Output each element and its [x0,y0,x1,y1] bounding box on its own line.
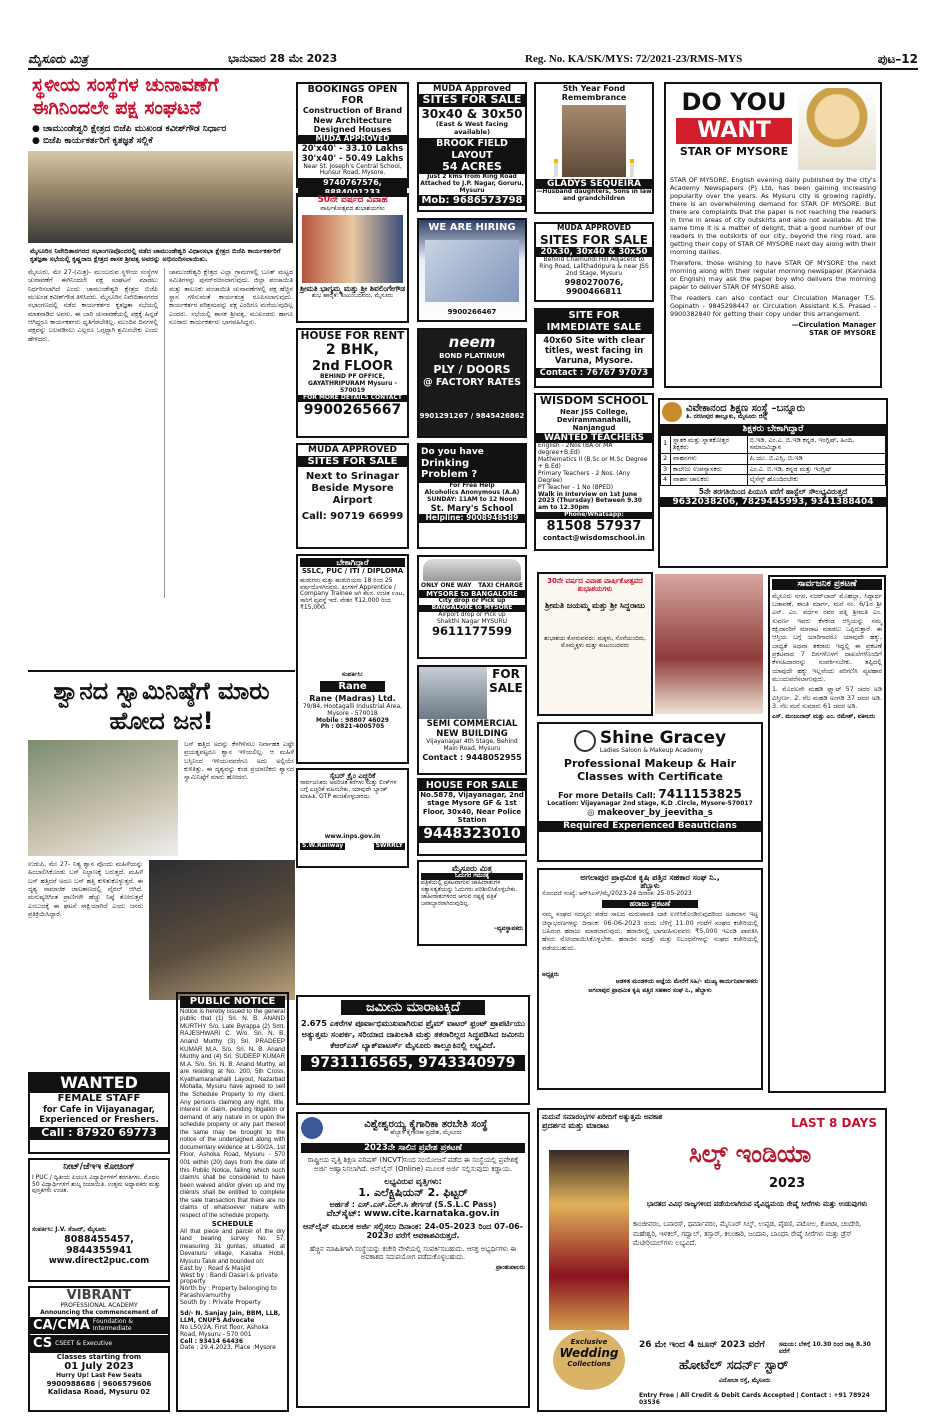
vibrant-c1b: Foundation & Intermediate [92,1317,133,1332]
vivekananda-cell: ಎಂ.ಎ. ಬಿ.ಇಡಿ, ಕನ್ನಡ ಮತ್ತು ಇಂಗ್ಲಿಷ್ [747,464,885,475]
bookings-size1: 20'x40' - 33.10 Lakhs [301,143,404,154]
vivekananda-phone: 9632038206, 7829445993, 9341388404 [660,497,886,508]
public-en-north: North by : Property belonging to Parashivamurthy [180,1285,277,1300]
vibrant-c1: CA/CMA [33,1318,90,1334]
aa-name: Alcoholics Anonymous (A.A) [424,489,520,497]
wedding50-names: ಶ್ರೀಮತಿ ಭಾಗ್ಯಮ್ಮ ಮತ್ತು ಶ್ರೀ ಶಿವಲಿಂಗೇಗೌಡ [299,283,406,293]
iti-qual: ಅರ್ಹತೆ : ಎಸ್.ಎಸ್.ಎಲ್.ಸಿ ತೇರ್ಗಡೆ (S.S.L.C Pass) [329,1199,497,1209]
railway-web[interactable]: www.inps.gov.in [324,833,381,841]
shine-contact: For more Details Call: [558,790,656,800]
vivekananda-note: 5ನೇ ತರಗತಿಯಿಂದ ಪಿಯುಸಿ ವರೆಗೆ ಹಾಸ್ಟೆಲ್ ಸೌಲಭ್ಯವಿರುತ್ತದೆ [698,486,848,496]
muda-sites-layout: BROOK FIELD LAYOUT [419,138,525,160]
vibrant-sub: PROFESSIONAL ACADEMY [60,1302,138,1310]
aa-ad [417,443,527,549]
iti-trades-label: ಲಭ್ಯವಿರುವ ವೃತ್ತಿಗಳು: [384,1177,442,1187]
shine-phone: 7411153825 [658,786,742,801]
wanted-title: WANTED [30,1074,168,1093]
vivekananda-cell: ಲೈಸೆನ್ಸ್ ಹೊಂದಿರಬೇಕು [747,475,885,486]
land-phone: 9731116565, 9743340979 [301,1055,525,1072]
semi-photo [419,667,487,719]
railway-name: S.W.Railway [302,842,344,850]
vibrant-ad [28,1286,170,1412]
silk-collections: Collections [567,1360,611,1369]
aa-place: St. Mary's School [430,503,514,514]
wanted-l1: FEMALE STAFF [57,1092,141,1104]
shine-logo [574,730,596,752]
muda-sites-title: SITES FOR SALE [419,94,525,107]
iti-ad [296,1112,530,1408]
silk-venue: ಹೋಟೆಲ್ ಸದರ್ನ್ ಸ್ಟಾರ್ [679,1358,789,1373]
bullet-2-text: ಬಿಜೆಪಿ ಕಾರ್ಯಕರ್ತರಿಗೆ ಕೃತಜ್ಞತೆ ಸಲ್ಲಿಕೆ [43,136,153,147]
railway-title: ಸೈಬರ್ ಕ್ರೈಂ ಎಚ್ಚರಿಕೆ [329,772,376,780]
public-en-title: PUBLIC NOTICE [180,996,285,1008]
silk-exclusive: Exclusive [570,1338,608,1346]
sangha-body: ನಮ್ಮ ಸಂಘದ ಸದಸ್ಯರು ಪಡೆದ ಸಾಲದ ಮರುಪಾವತಿ ಬಾಕಿ ಉಳಿಸಿಕೊಂಡಿರುವುದರಿಂದ ಅಡಮಾನ ಇಟ್ಟ ಚಿನ್ನಾಭರಣಗಳನ್ನು ದಿನಾಂಕ: 06-06-2023 ರಂದು ಬೆಳಿಗ್ಗೆ 11.00 ಗಂಟೆಗೆ ಸಂಘದ ಕಚೇರಿಯಲ್ಲಿ ಬಹಿರಂಗ ಹರಾಜು ಮಾಡಲಾಗುವುದು. ಹರಾಜಿನಲ್ಲಿ ಭಾಗವಹಿಸುವವರು ₹5,000 ಇಎಂಡಿ ಪಾವತಿಸಿ ಹೆಸರು ನೋಂದಾಯಿಸಿಕೊಳ್ಳಬೇಕು. ಹರಾಜಿನ ಷರತ್ತು ಮತ್ತು ನಿಬಂಧನೆಗಳನ್ನು ಸಂಘದ ಕಚೇರಿಯಲ್ಲಿ ಪಡೆಯಬಹುದು. [542,910,758,952]
public-en-east: East by : Road & Masjid [180,1264,251,1272]
muda-sites-facing: (East & West facing available) [435,120,509,136]
railway-tag: SWRRLY [375,842,403,850]
public-kn-body: ಮೈಸೂರು ನಗರ, ನಜರ್‌ಬಾದ್ ಮೊಹಲ್ಲಾ, ಸಿದ್ದಾರ್ಥ ಬಡಾವಣೆ, ಶಾಂತಿ ಮಾರ್ಗ, ಮನೆ ನಂ. 6/1ರ ಶ್ರೀ ಎನ್. ಎಂ. ವರ್ಧನ ರವರ ಪತ್ನಿ ಶ್ರೀಮತಿ ಎಂ. ಸುವರ್ಣ ಇವರು ಕೆಳಕಂಡ ಆಸ್ತಿಯನ್ನು ನಮ್ಮ ಕಕ್ಷಿದಾರರಿಗೆ ಮಾರಾಟ ಮಾಡಲು ಒಪ್ಪಿರುತ್ತಾರೆ. ಈ ಆಸ್ತಿಯ ಬಗ್ಗೆ ಯಾರಿಗಾದರೂ ಯಾವುದೇ ಹಕ್ಕು, ಬಾಧ್ಯತೆ ಅಥವಾ ತಕರಾರು ಇದ್ದಲ್ಲಿ ಈ ಪ್ರಕಟಣೆ ಪ್ರಕಟವಾದ 7 ದಿನಗಳೊಳಗೆ ದಾಖಲೆಗಳೊಂದಿಗೆ ಕೆಳಸಹಿದಾರರನ್ನು ಸಂಪರ್ಕಿಸಬೇಕು. ತಪ್ಪಿದಲ್ಲಿ ಯಾವುದೇ ಹಕ್ಕು ಇಲ್ಲವೆಂದು ಪರಿಗಣಿಸಿ ವ್ಯವಹಾರ ಮುಂದುವರೆಸಲಾಗುವುದು. [772,591,882,683]
vivekananda-row [661,453,886,464]
bookings-size2: 30'x40' - 50.49 Lakhs [301,153,404,164]
vibrant-start: Classes starting from [56,1352,142,1361]
shine-course: Professional Makeup & Hair Classes with Certificate [563,756,737,783]
silk-badge [553,1330,625,1390]
land-body: 2.675 ಎಕರೆಗಳ ಪೂರ್ವಾಭಿಮುಖವಾಗಿರುವ ಪ್ರೈಮ್ ವಾಟರ್ ಫ್ರಂಟ್ ಪ್ರಾಪರ್ಟಿಯು ಅತ್ಯುತ್ತಮ ಸಂಪರ್ಕ, ಸರಿಯಾದ ದಾಖಲಾತಿ ಮತ್ತು ತಕರಾರಿಲ್ಲದ ಸಿದ್ಧಪಡಿಸಿದ ಜಮೀನು ಕೆಆರ್‌ಎಸ್ ಬ್ಯಾಕ್‌ವಾಟರ್ಸ್ ಮೈಸೂರು ತಾಲ್ಲೂಕಿನಲ್ಲಿ ಲಭ್ಯವಿದೆ. [301,1018,525,1051]
house-sale-info: No.5878, Vijayanagar, 2nd stage Mysore GF & 1st Floor, 30x40, Near Police Station [420,791,524,824]
vivekananda-logo [662,402,682,422]
public-en-adv: Sd/- N. Sanjay Jain, BBM, LLB, LLM, CNUFS Advocate [180,1309,281,1324]
semi-info: Vijayanagar 4th Stage, Behind Main Road, Mysuru [426,738,518,752]
public-kn-adv: ಎಸ್. ಮಂಜುನಾಥ್ ಮತ್ತು ಎಂ. ರಮೇಶ್, ವಕೀಲರು [772,713,876,721]
hiring-ad [417,218,527,322]
vacancy-mobile: Mobile : 98807 46029 [316,716,389,724]
lead-bullet-2: ● ಬಿಜೆಪಿ ಕಾರ್ಯಕರ್ತರಿಗೆ ಕೃತಜ್ಞತೆ ಸಲ್ಲಿಕೆ [32,136,153,147]
shine-loc: Location: Vijayanagar 2nd stage, K.D .Circle, Mysore-570017 [547,800,753,808]
semi-title: SEMI COMMERCIAL NEW BUILDING [426,719,518,740]
vivekananda-need: ಶಿಕ್ಷಕರು ಬೇಕಾಗಿದ್ದಾರೆ [660,424,886,435]
bookings-ad [296,82,409,197]
candle-icon [554,159,558,177]
bullet-1-text: ಚಾಮುಂಡೇಶ್ವರಿ ಕ್ಷೇತ್ರದ ಬಿಜೆಪಿ ಮುಖಂಡ ಕವೀಶ್‌ಗೌಡ ನಿರ್ಧಾರ [43,123,227,134]
wanted-l2: for Cafe in Vijayanagar, Experienced or Freshers. [39,1104,159,1125]
candle-icon-2 [630,159,634,177]
muda-sites-info: Just 2 kms from Ring Road Attached to J.P. Nagar, Goruru, Mysuru [420,172,524,194]
remembrance-by: —Husband daughters, Sons in law and grandchildren [536,188,652,203]
public-kn-notice [768,575,886,1093]
vibrant-brand: VIBRANT [66,1288,132,1303]
public-en-addr: No L50/2A, First floor, Ashoka Road, Mysuru - 570 001 [180,1323,269,1338]
vivekananda-ad [658,398,888,568]
vacancy-contact: ಸಂಪರ್ಕಿಸಿ: [341,670,364,678]
iti-logo [301,1117,323,1139]
readers-body: ಪತ್ರಿಕೆಯಲ್ಲಿ ಪ್ರಕಟವಾಗುವ ಜಾಹೀರಾತುಗಳ ಸತ್ಯಾಸತ್ಯತೆಯನ್ನು ಓದುಗರು ಪರಿಶೀಲಿಸಿಕೊಳ್ಳಬೇಕು. ಜಾಹೀರಾತುಗಳಿಂದ ಆಗುವ ನಷ್ಟಕ್ಕೆ ಪತ್ರಿಕೆ ಜವಾಬ್ದಾರರಾಗಿರುವುದಿಲ್ಲ. [421,879,518,907]
house-sale-title: HOUSE FOR SALE [419,780,525,791]
vacancy-ad [296,554,409,764]
muda-sites-top: MUDA Approved [432,84,512,94]
muda-sites-sizes: 30x40 & 30x50 [421,106,523,121]
star-do-you: DO YOU [681,88,787,116]
taxi-airport: Airport drop or Pick up [438,610,506,618]
silk-timing: ಸಮಯ: ಬೆಳಿಗ್ಗೆ 10.30 ರಿಂದ ರಾತ್ರಿ 8.30 ವರೆಗೆ [779,1341,871,1355]
wedding50-photo [302,215,403,283]
wedding50-from: ಶುಭ ಹಾರೈಕೆ: ಕುಟುಂಬದವರು, ಮೈಸೂರು [311,292,394,300]
wisdom-email[interactable]: contact@wisdomschool.in [542,534,645,543]
semi-sale: SALE [489,681,523,696]
vibrant-date: 01 July 2023 [64,1361,134,1373]
muda-sites-acres: 54 ACRES [419,161,525,174]
aa-help: For Free Help [449,482,495,490]
public-en-sched: All that piece and parcel of the dry land bearing survey No. 57, measuring 31 guntas, situated at Devanuru village, Kasaba Hobli, Mysuru Taluk and bounded on: [180,1227,285,1266]
muda2-sizes: 20x30, 30x40 & 30x50 [536,247,652,257]
vivekananda-cell: ಕಾಲೇಜು ಉಪನ್ಯಾಸಕರು [671,464,748,475]
star-p2: Therefore, those wishing to have STAR OF MYSORE the next morning along with their regular morning newspaper (Kannada or English) may ask the paper boy who delivers the morning paper to deliver STAR OF MYSORE also. [670,259,876,291]
hiring-phone: 9900266467 [447,307,497,316]
iti-admission: 2023ನೇ ಸಾಲಿನ ಪ್ರವೇಶ ಪ್ರಕಟಣೆ [301,1143,525,1153]
sangha-footer: ಅಗಲಾಪುರ ಪ್ರಾಥಮಿಕ ಕೃಷಿ ಪತ್ತಿನ ಸಹಕಾರ ಸಂಘ ನಿ., ಹೆಬ್ಬಾಳು [588,986,712,994]
neem-line2: @ FACTORY RATES [423,376,521,388]
sangha-notice [537,868,763,1090]
wisdom-title: WISDOM SCHOOL [539,394,649,407]
dog-photo-2 [149,860,295,1000]
wisdom-l3: Primary Teachers - 2 Nos. (Any Degree) [538,469,631,484]
railway-ad [296,768,409,868]
shine-req: Required Experienced Beauticians [539,821,761,832]
bookings-phone: 9740767576, 8884001233 [298,178,407,197]
muda3-title: SITES FOR SALE [298,456,407,468]
taxi-car [423,559,521,581]
rent-floor: 2nd FLOOR [312,358,393,374]
readers-notice [417,860,527,946]
public-en-notice [176,992,289,1412]
muda-sites-ad [417,82,527,212]
masthead-bar [28,52,918,70]
sangha-place: ಹೆಬ್ಬಾಳು [640,882,660,891]
readers-sign: –ವ್ಯವಸ್ಥಾಪಕರು [493,925,523,933]
house-sale-phone: 9448323010 [419,826,525,843]
shine-insta-text: makeover_by_jeevitha_s [597,807,713,818]
silk-tag: ಭಾರತದ ವಿವಿಧ ರಾಜ್ಯಗಳಿಂದ ಪಡೆಯಲಾಗಿರುವ ವೈವಿಧ್ಯಮಯ ರೇಷ್ಮೆ ಸೀರೆಗಳು ಮತ್ತು ಉಡುಪುಗಳು [646,1200,868,1208]
vacancy-body: ಹುಡುಗರು ಮತ್ತು ಹುಡುಗಿಯರು 18 ರಿಂದ 25 ವರ್ಷದೊಳಗಿನವರು. ತಿಂಗಳಿಗೆ Apprentice / Company Trainee ಆಗಿ ಕೆಲಸ. ಉಚಿತ ಊಟ, ಸಾರಿಗೆ ವ್ಯವಸ್ಥೆ ಇದೆ. ವೇತನ ₹12,000 ರಿಂದ ₹15,000. [300,576,405,612]
silk-brand: ಸಿಲ್ಕ್ ಇಂಡಿಯಾ [689,1140,812,1168]
iti-dates: ಆನ್‌ಲೈನ್ ಮೂಲಕ ಅರ್ಜಿ ಸಲ್ಲಿಸಲು ದಿನಾಂಕ: 24-05-2023 ರಿಂದ 07-06-2023ರ ವರೆಗೆ ಅವಕಾಶವಿರುತ್ತದೆ. [302,1221,524,1241]
public-kn-sched: 1. ಮೊದಲನೇ ಮಹಡಿ ಫ್ಲ್ಯಾಟ್ 57 ಚದರ ಅಡಿ ವಿಸ್ತೀರ್ಣ. 2. ನೆಲ ಮಹಡಿ ಅಂಗಡಿ 37 ಚದರ ಅಡಿ. 3. ನೆಲ ಮನೆ ಸುಮಾರು 61 ಚದರ ಅಡಿ. [772,685,882,710]
neet-title: ನೀಟ್/ಜೆಇಇ ಕೋಚಿಂಗ್‌ [63,1162,135,1172]
sangha-notice-label: ಹರಾಜು ಪ್ರಕಟಣೆ [602,900,698,909]
rent-title: HOUSE FOR RENT [300,330,405,342]
neem-brand: neem [448,333,496,351]
land-ad [296,995,530,1105]
star-p3: The readers can also contact our Circulation Manager T.S. Gopinath - 9845298447 or Circulation Assistant K.S. Prasad - 9900382840 for getting their copy under this arrangement. [670,294,876,318]
public-kn-title: ಸಾರ್ವಜನಿಕ ಪ್ರಕಟಣೆ [772,579,882,590]
muda-sites-mob: Mob: 9686573798 [419,195,525,207]
muda2-title: SITES FOR SALE [540,232,648,247]
remembrance-title: 5th Year Fond Remembrance [561,84,627,103]
wisdom-phone: 81508 57937 [546,519,642,535]
silk-venue2: ವಿನೋಬಾ ರಸ್ತೆ, ಮೈಸೂರು [719,1377,771,1384]
page-number: ಪುಟ–12 [877,52,918,66]
star-ad [664,82,882,388]
wisdom-ad [534,393,654,551]
hiring-image [425,240,519,302]
silk-entry: Entry Free | All Credit & Debit Cards Accepted | Contact : +91 78924 03536 [639,1392,870,1407]
silk-top2: ಪ್ರದರ್ಶನ ಮತ್ತು ಮಾರಾಟ [542,1121,609,1131]
wisdom-l2: Mathematics II (B.Sc or M.Sc Degree + B.Ed) [538,456,648,470]
vivekananda-cell: 4 [661,475,671,486]
wisdom-l1: English - 2Nos (BA or MA degree+B.Ed) [538,442,613,457]
iti-web[interactable]: ವೆಬ್‌ಸೈಟ್: www.cite.karnataka.gov.in [326,1209,500,1220]
public-en-sched-title: SCHEDULE [211,1219,254,1228]
vivekananda-cell: ಸ್ನಾತಕ ಮತ್ತು ಸ್ನಾತಕೋತ್ತರ ಶಿಕ್ಷಕರು [671,435,748,453]
muda3-near: Next to Srinagar Beside Mysore Airport [305,471,400,506]
wedding50-title: 50ನೇ ವರ್ಷದ ವಿವಾಹ [317,195,388,205]
vibrant-addr: Kalidasa Road, Mysuru 02 [47,1387,151,1396]
iti-trades: 1. ಎಲೆಕ್ಟ್ರಿಷಿಯನ್ 2. ಫಿಟ್ಟರ್ [358,1185,468,1199]
silk-model-photo [549,1150,629,1330]
wisdom-wanted: WANTED TEACHERS [536,433,652,444]
vibrant-announce: Announcing the commencement of [40,1309,158,1317]
taxi-drop: City drop or Pick up [438,596,506,604]
silk-top: ಮದುವೆ ಸಮಾರಂಭಗಳ ಖರೀದಿಗೆ ಅತ್ಯುತ್ತಮ ಅವಕಾಶ [542,1113,663,1121]
vivekananda-cell: ವಾಹನಗಳು [671,453,748,464]
lead-photo [28,151,293,243]
readers-sub: ಓದುಗರ ಗಮನಕ್ಕೆ [421,873,523,880]
neem-sub: BOND PLATINUM [439,351,505,360]
remembrance-name: GLADYS SEQUEIRA [536,179,652,190]
taxi-name: Shakthi Nagar MYSURU [436,617,508,625]
anniv30-title: 30ನೇ ವರ್ಷದ ವಿವಾಹ ವಾರ್ಷಿಕೋತ್ಸವದ ಶುಭಾಶಯಗಳು [547,577,643,594]
star-sign1: —Circulation Manager [791,321,876,329]
rent-phone: 9900265667 [303,401,402,418]
vivekananda-cell: ವಾಹನ ಚಾಲಕರು [671,475,748,486]
site-immediate-size: 40x60 Site with clear titles, west facing in Varuna, Mysore. [543,335,645,366]
public-en-date: Date : 29.4.2023, Place :Mysore [180,1344,276,1352]
star-cartoon [798,88,876,170]
neet-web[interactable]: www.direct2puc.com [48,1255,150,1266]
sangha-sign2: ಆಡಳಿತ ಮಂಡಳಿಯ ಆಜ್ಞೆಯ ಮೇರೆಗೆ ಸಹಿ/- ಮುಖ್ಯ ಕಾರ್ಯನಿರ್ವಾಹಕರು [615,977,758,985]
masthead: ಮೈಸೂರು ಮಿತ್ರ [28,52,88,66]
vacancy-ph: Ph : 0821-4005705 [320,723,385,731]
lead-photo-caption: ಮೈಸೂರಿನ ನಿವೇದಿತಾನಗರದ ಸಭಾಂಗಣವೊಂದರಲ್ಲಿ ನಡೆದ ಚಾಮುಂಡೇಶ್ವರಿ ವಿಧಾನಸಭಾ ಕ್ಷೇತ್ರದ ಬಿಜೆಪಿ ಕಾರ್ಯಕರ್ತರಿಗೆ ಕೃತಜ್ಞತಾ ಸಭೆಯಲ್ಲಿ ಕೃಷ್ಣರಾಜ ಕ್ಷೇತ್ರದ ಶಾಸಕ ಶ್ರೀವತ್ಸ ಅವರನ್ನು ಅಭಿನಂದಿಸಲಾಯಿತು. [30,246,281,264]
lead-body-col-1: ಮೈಸೂರು, ಮೇ 27-(ಮಿತ್ರ)- ಮುಂಬರುವ ಸ್ಥಳೀಯ ಸಂಸ್ಥೆಗಳ ಚುನಾವಣೆಗೆ ಈಗಿನಿಂದಲೇ ಪಕ್ಷ ಸಂಘಟನೆ ಮಾಡಲು ನಿರ್ಧರಿಸಲಾಗಿದೆ ಎಂದು ಚಾಮುಂಡೇಶ್ವರಿ ಕ್ಷೇತ್ರದ ಬಿಜೆಪಿ ಮುಖಂಡ ಕವೀಶ್‌ಗೌಡ ತಿಳಿಸಿದರು. ಮೈಸೂರಿನ ನಿವೇದಿತಾನಗರದ ಸಭಾಂಗಣದಲ್ಲಿ ನಡೆದ ಕಾರ್ಯಕರ್ತರ ಕೃತಜ್ಞತಾ ಸಭೆಯಲ್ಲಿ ಮಾತನಾಡಿದ ಅವರು, ಈ ಬಾರಿ ಚುನಾವಣೆಯಲ್ಲಿ ಪಕ್ಷಕ್ಕೆ ಹಿನ್ನಡೆ ಆಗಿದ್ದರೂ ಕಾರ್ಯಕರ್ತರು ಧೃತಿಗೆಡಬೇಕಿಲ್ಲ. ಮುಂದಿನ ದಿನಗಳಲ್ಲಿ ಪಕ್ಷವನ್ನು ಬಲಪಡಿಸಲು ಎಲ್ಲರೂ ಒಗ್ಗಟ್ಟಾಗಿ ಶ್ರಮಿಸಬೇಕು ಎಂದು ಹೇಳಿದರು. [28,267,158,343]
muda2-ad [534,222,654,302]
public-en-body: Notice is hereby issued to the general public that (1) Sri. N. B. ANAND MURTHY S/o. Late Byrappa (2) Smt. RAJESHWARI C. W/o. Sri. N. B. Anand Murthy (3) Sri. PRADEEP KUMAR M.A. S/o. Sri. N. B. Anand Murthy and (4) Sri. SUDEEP KUMAR M.A. S/o. Sri. N. B. Anand Murthy, all are residing at No. 200, 5th Cross, Kyathamaranahalli Layout, Nazarbad Mohalla, Mysuru have agreed to sell the Schedule Property to my client. Any persons claiming any right, title, interest or claim, pending litigation or demand of any nature in or upon the schedule property or any part thereof the same may be brought to the notice of the undersigned along with documentary evidence at L-50/2A, 1st Floor, Ashoka Road, Mysuru - 570 001 within (20) days from the date of this Public Notice, failing which such claim/s shall be considered to have been waived and/or given up and my client/s shall be entitled to complete the sale transaction that there are no claims of whatsoever nature with respect of the schedule property. [180,1007,285,1219]
rent-bhk: 2 BHK, [325,342,380,359]
public-en-west: West by : Bandi Dasari & private property [180,1271,278,1286]
anniv30-photo [655,574,763,714]
vibrant-c2b: CSEET & Executive [55,1339,113,1347]
aa-helpline: Helpline: 9008948589 [419,514,525,523]
hiring-title: WE ARE HIRING [428,222,516,233]
wisdom-l4: PT Teacher - 1 No (BPED) [538,483,614,491]
vivekananda-row [661,435,886,453]
sangha-reg: ನೋಂದಣಿ ಸಂಖ್ಯೆ: ಆರ್‌ಸಿಎಸ್/ಮೈ/2023-24 ದಿನಾಂಕ: 25-05-2023 [542,889,692,897]
lead-body-col-2: ಚಾಮುಂಡೇಶ್ವರಿ ಕ್ಷೇತ್ರದ ಎಲ್ಲಾ ಗ್ರಾಮಗಳಲ್ಲಿ ಬೂತ್ ಮಟ್ಟದ ಸಮಿತಿಗಳನ್ನು ಪುನರ್‌ರಚಿಸಲಾಗುವುದು. ಜಿಲ್ಲಾ ಪಂಚಾಯಿತಿ ಮತ್ತು ತಾಲೂಕು ಪಂಚಾಯಿತಿ ಚುನಾವಣೆಗಳಲ್ಲಿ ಪಕ್ಷ ಹೆಚ್ಚಿನ ಸ್ಥಾನ ಗಳಿಸುವಂತೆ ಕಾರ್ಯತಂತ್ರ ರೂಪಿಸಲಾಗುವುದು. ಕಾರ್ಯಕರ್ತರ ಪರಿಶ್ರಮವನ್ನು ಪಕ್ಷ ಎಂದಿಗೂ ಮರೆಯುವುದಿಲ್ಲ ಎಂದರು. ಸಭೆಯಲ್ಲಿ ಶಾಸಕ ಶ್ರೀವತ್ಸ, ಮುಖಂಡರು ಹಾಗೂ ನೂರಾರು ಕಾರ್ಯಕರ್ತರು ಭಾಗವಹಿಸಿದ್ದರು. [164,268,293,598]
public-en-cell: Cell : 93414 64436 [180,1337,243,1345]
vivekananda-cell: ಪಿ.ಯು. ಬಿ.ಎಸ್ಸಿ, ಬಿ.ಇಡಿ [747,453,885,464]
silk-date: 26 ಮೇ ಇಂದ 4 ಜೂನ್ 2023 ವರೆಗೆ [639,1340,765,1350]
star-want: WANT [676,118,792,144]
shine-title: Shine Gracey [599,728,727,748]
dog-headline: ಶ್ವಾನದ ಸ್ವಾಮಿನಿಷ್ಠೆಗೆ ಮಾರು ಹೋದ ಜನ! [53,677,270,735]
vibrant-c2: CS [33,1336,53,1352]
house-sale-ad [417,778,527,856]
iti-body: ರಾಷ್ಟ್ರೀಯ ವೃತ್ತಿ ಶಿಕ್ಷಣ ಪರಿಷತ್ (NCVT)ನಿಂದ ಸಂಯೋಜನೆ ಪಡೆದ ಈ ಸಂಸ್ಥೆಯಲ್ಲಿ ಪ್ರವೇಶಕ್ಕೆ ಅರ್ಜಿ ಆಹ್ವಾನಿಸಲಾಗಿದೆ. ಆನ್‌ಲೈನ್ (Online) ಮೂಲಕ ಅರ್ಜಿ ಸಲ್ಲಿಸುವುದು ಕಡ್ಡಾಯ. [307,1156,519,1174]
vivekananda-cell: 2 [661,453,671,464]
taxi-only: ONLY ONE WAY [421,582,472,589]
land-title: ಜಮೀನು ಮಾರಾಟಕ್ಕಿದೆ [341,1000,485,1015]
neet-ad [28,1158,170,1282]
lead-story [28,72,293,670]
readers-title: ಮೈಸೂರು ಮಿತ್ರ [452,864,492,873]
vacancy-sub: SSLC, PUC / ITI / DIPLOMA [301,567,404,576]
anniv30-wish: ಶುಭಾಶಯ ಕೋರುವವರು: ಮಕ್ಕಳು, ಸೊಸೆಯಂದಿರು, ಮೊಮ್ಮಕ್ಕಳು ಮತ್ತು ಕುಟುಂಬದವರು [544,634,646,649]
vivekananda-row [661,475,886,486]
muda2-top: MUDA APPROVED [556,223,632,232]
wedding50-sub: ವಾರ್ಷಿಕೋತ್ಸವದ ಶುಭಾಶಯಗಳು [320,204,385,212]
taxi-ad [417,555,527,659]
muda2-info: Behind Chamundi Hill Adjacent to Ring Road, Lalithadripura & near JSS 2nd Stage, Mysuru [539,256,649,277]
shine-sub: Ladies Saloon & Makeup Academy [599,747,704,755]
vibrant-phone: 9900988686 | 9606579606 [46,1379,152,1388]
lead-headline: ಸ್ಥಳೀಯ ಸಂಸ್ಥೆಗಳ ಚುನಾವಣೆಗೆ ಈಗಿನಿಂದಲೇ ಪಕ್ಷ ಸಂಘಟನೆ [32,74,219,119]
semi-for: FOR [492,667,520,681]
vacancy-addr: 79/84, Hootagalli Industrial Area, Mysore - 570018 [302,702,403,717]
taxi-charge: TAXI CHARGE [478,582,523,589]
site-immediate-contact: Contact : 76767 97073 [536,368,652,378]
muda3-call: Call: 90719 66999 [301,510,404,522]
semi-contact: Contact : 9448052955 [422,752,522,762]
taxi-phone: 9611177599 [431,624,513,639]
vivekananda-sub: ತಿ. ನರಸೀಪುರ ತಾಲ್ಲೂಕು, ಮೈಸೂರು ಜಿಲ್ಲೆ [686,413,768,421]
muda3-top: MUDA APPROVED [308,445,397,455]
iti-title: ವಿಶ್ವೇಶ್ವರಯ್ಯ ಕೈಗಾರಿಕಾ ತರಬೇತಿ ಸಂಸ್ಥೆ [364,1118,488,1130]
lead-bullet-1: ● ಚಾಮುಂಡೇಶ್ವರಿ ಕ್ಷೇತ್ರದ ಬಿಜೆಪಿ ಮುಖಂಡ ಕವೀಶ್‌ಗೌಡ ನಿರ್ಧಾರ [32,123,227,134]
taxi-route: MYSORE to BANGALORE [419,590,525,598]
taxi-route2: BANGALORE to MYSORE [419,605,525,612]
neem-line1: PLY / DOORS [433,362,511,376]
public-en-south: South by : Private Property [180,1299,261,1307]
aa-q3: Problem ? [421,469,478,481]
vivekananda-cell: 1 [661,435,671,453]
aa-q2: Drinking [421,457,470,469]
star-sign2: STAR OF MYSORE [809,329,876,338]
aa-q1: Do you have [421,447,484,457]
iti-note: ಹೆಚ್ಚಿನ ಮಾಹಿತಿಗಾಗಿ ಸಂಸ್ಥೆಯನ್ನು ಕಚೇರಿ ವೇಳೆಯಲ್ಲಿ ಸಂಪರ್ಕಿಸಬಹುದು. ಆಸಕ್ತ ಅಭ್ಯರ್ಥಿಗಳು ಈ ಅವಕಾಶದ ಸದುಪಯೋಗ ಪಡೆದುಕೊಳ್ಳಬಹುದು. [309,1244,517,1261]
muda2-phone: 9980270076, 9900466811 [564,277,624,297]
issue-date: ಭಾನುವಾರ 28 ಮೇ 2023 [228,52,338,65]
shine-ad [537,722,763,862]
silk-ad [537,1108,887,1412]
vivekananda-title: ವಿವೇಕಾನಂದ ಶಿಕ್ಷಣ ಸಂಸ್ಥೆ –ಬನ್ನೂರು [686,402,806,414]
iti-sign: ಪ್ರಾಂಶುಪಾಲರು [495,1263,525,1271]
wisdom-walk: Walk in Interview on 1st June 2023 (Thursday) Between 9.30 am to 12.30pm [538,490,642,512]
iti-sub: ಹೆಬ್ಬಾಳ ಕೈಗಾರಿಕಾ ಪ್ರದೇಶ, ಮೈಸೂರು [390,1129,462,1137]
wisdom-phone-label: Phone/Whatsapp: [536,512,652,519]
vivekananda-cell: 3 [661,464,671,475]
neet-addr: ಸಂಪರ್ಕಿಸಿ: J.V. ಸೆಂಟರ್, ಮೈಸೂರು [32,1225,107,1233]
bookings-title: BOOKINGS OPEN FOR [307,84,398,107]
dog-photo-1 [28,740,178,856]
shine-insta: ◎ makeover_by_jeevitha_s [587,807,713,818]
neem-ad [417,328,527,438]
rent-where: BEHIND PF OFFICE, GAYATHRIPURAM Mysuru - 570019 [307,373,398,394]
rent-details: FOR MORE DETAILS CONTACT [298,395,407,402]
vacancy-logo: Rane [320,681,385,693]
silk-list: ಕಾಂಜೀವರಂ, ಬನಾರಸ್, ಧರ್ಮಾವರಂ, ಮೈಸೂರ್ ಸಿಲ್ಕ್, ಉಪ್ಪಡ, ಪೈಠಣಿ, ಪಟೋಲ, ಕೋಟಾ, ಚಂದೇರಿ, ಮಹೇಶ್ವರಿ, ಇಳಕಲ್, ಗದ್ವಾಲ್, ತಸ್ಸಾರ್, ಕಲಂಕಾರಿ, ಜಂದಾನಿ, ಬಾಂಧನಿ ರೇಷ್ಮೆ ಸೀರೆಗಳು ಮತ್ತು ಡ್ರೆಸ್ ಮೆಟೀರಿಯಲ್‌ಗಳು ಲಭ್ಯವಿದೆ. [633,1220,862,1248]
neet-phone: 8088455457, 9844355941 [64,1233,134,1256]
dog-body-col-2: ಬಸ್ ಹತ್ತಿದ ಅದನ್ನು ಕೆಳಗಿಳಿಸಲು ನಿರ್ವಾಹಕ ಎಷ್ಟೇ ಪ್ರಯತ್ನಪಟ್ಟರೂ ಶ್ವಾನ ಇಳಿಯಲಿಲ್ಲ. ಆ ಮಹಿಳೆ ಬಸ್ಸಿನಿಂದ ಇಳಿಯುವವರೆಗೂ ಅದು ಅಲ್ಲಿಯೇ ಕುಳಿತಿತ್ತು. ಈ ದೃಶ್ಯವನ್ನು ಕಂಡ ಪ್ರಯಾಣಿಕರು ಶ್ವಾನದ ಸ್ವಾಮಿನಿಷ್ಠೆಗೆ ಮಾರು ಹೋದರು. [184,740,294,782]
vivekananda-row [661,464,886,475]
vacancy-title: ಬೇಕಾಗಿದ್ದಾರೆ [300,558,405,567]
bookings-sub: Construction of Brand New Architecture Designed Houses [302,106,403,135]
rent-ad [296,328,409,438]
wanted-call: Call : 87920 69773 [30,1127,168,1140]
silk-wedding: Wedding [559,1346,619,1361]
dog-body-col-1: ಉಡುಪಿ, ಮೇ 27- ನಿತ್ಯ ಶ್ವಾನ ವೊಂದು ಮಹಿಳೆಯನ್ನು ಹಿಂಬಾಲಿಸಿಕೊಂಡು ಬಸ್ ನಿಲ್ದಾಣಕ್ಕೆ ಬರುತ್ತದೆ. ಮಹಿಳೆ ಬಸ್ ಹತ್ತಿದರೆ ಅದೂ ಬಸ್ ಹತ್ತಿ ಕುಳಿತುಕೊಳ್ಳುತ್ತದೆ. ಈ ದೃಶ್ಯ ಸಾಮಾಜಿಕ ಜಾಲತಾಣದಲ್ಲಿ ವೈರಲ್ ಆಗಿದೆ. ಮನುಷ್ಯರಿಗಿಂತ ಪ್ರಾಣಿಗಳೇ ಹೆಚ್ಚು ನಿಷ್ಠೆ ತೋರುತ್ತವೆ ಎಂಬುದಕ್ಕೆ ಈ ಘಟನೆ ಸಾಕ್ಷಿಯಾಗಿದೆ ಎಂದು ಜನರು ಪ್ರತಿಕ್ರಿಯಿಸಿದ್ದಾರೆ. [28,860,143,918]
sangha-title: ಅಗಲಾಪುರ ಪ್ರಾಥಮಿಕ ಕೃಷಿ ಪತ್ತಿನ ಸಹಕಾರ ಸಂಘ ನಿ., [580,873,720,882]
site-immediate-ad [534,308,654,388]
registration-number: Reg. No. KA/SK/MYS: 72/2021-23/RMS-MYS [525,53,743,65]
silk-last: LAST 8 DAYS [791,1116,877,1130]
star-brand: STAR OF MYSORE [679,145,789,159]
bookings-near: Near St. Joseph's Central School, Hunsur Road, Mysore. [303,162,402,177]
vibrant-hurry: Hurry Up! Last Few Seats [55,1371,143,1379]
remembrance-ad [534,82,654,214]
site-immediate-title: SITE FOR IMMEDIATE SALE [536,310,652,334]
sangha-sign1: ಅಧ್ಯಕ್ಷರು [542,971,559,979]
neet-body: I PUC / ದ್ವಿತೀಯ ಪಿಯುಸಿ ವಿದ್ಯಾರ್ಥಿಗಳಿಗೆ ತರಗತಿಗಳು. ಮೊದಲ 50 ವಿದ್ಯಾರ್ಥಿಗಳಿಗೆ ಶುಲ್ಕ ರಿಯಾಯಿತಿ. ಉತ್ತಮ ಅಧ್ಯಾಪಕರು ಮತ್ತು ಪುಸ್ತಕಗಳು ಉಚಿತ. [32,1173,161,1195]
wisdom-addr: Near JSS College, Devirammanahalli, Nanjangud [556,407,632,433]
remembrance-photo [562,105,626,177]
silk-year: 2023 [769,1176,806,1191]
vivekananda-cell: ಬಿ.ಇಡಿ, ಎಂ.ಎ. ಬಿ.ಇಡಿ ಕನ್ನಡ, ಇಂಗ್ಲಿಷ್, ಹಿಂದಿ, ಸಮಾಜವಿಜ್ಞಾನ [747,435,885,453]
vivekananda-table [660,435,886,486]
star-p1: STAR OF MYSORE, English evening daily published by the city's Academy Newspapers (P) Ltd, has been gaining increasing popularity over the years. As Mysuru city is growing rapidly, there is an overwhelming demand for STAR OF MYSORE. But there are complaints that the paper is not reaching the readers in time in areas of city outskirts and also not available. At the same time it is a matter of delight, that a good number of our readers in the outskirts of our city, beyond the ring road, are getting their copy of STAR OF MYSORE next day along with their morning dailies. [670,176,876,256]
wanted-ad [28,1072,170,1154]
semi-ad [417,665,527,775]
bookings-muda: MUDA APPROVED [298,135,407,144]
anniv30-names: ಶ್ರೀಮತಿ ಜಯಮ್ಮ ಮತ್ತು ಶ್ರೀ ಸಿದ್ದರಾಜು [545,600,645,610]
wedding50-ad [296,193,409,323]
muda3-ad [296,443,409,549]
neem-phone: 9901291267 / 9845426862 [419,412,525,421]
aa-time: SUNDAY: 11AM to 12 Noon [427,495,517,503]
anniv30-ad [537,572,653,716]
vacancy-company: Rane (Madras) Ltd. [309,694,396,704]
railway-body: ಸಾರ್ವಜನಿಕರು ಅಪರಿಚಿತ ಕರೆಗಳು ಮತ್ತು ಲಿಂಕ್‌ಗಳ ಬಗ್ಗೆ ಎಚ್ಚರಿಕೆ ವಹಿಸಬೇಕು. ಯಾವುದೇ ಬ್ಯಾಂಕ್ ಮಾಹಿತಿ, OTP ಹಂಚಿಕೊಳ್ಳಬಾರದು. [300,779,397,801]
